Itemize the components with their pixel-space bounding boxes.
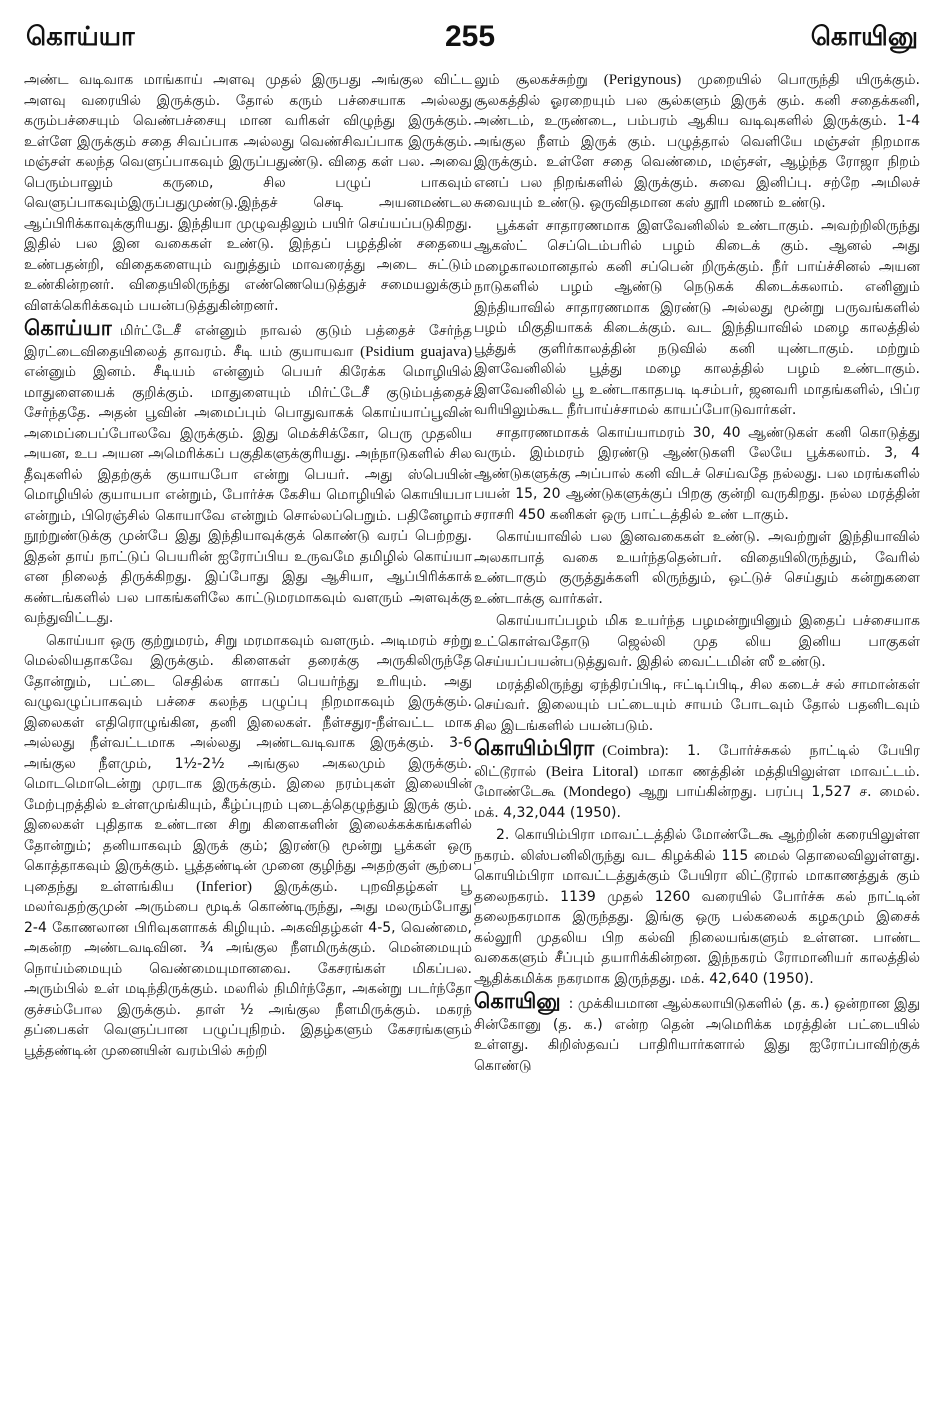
left-column [24,70,472,1420]
paragraph-text: இருக்கும். புறவிதழ்கள் பூ மலர்வதற்குமுன் அரும்பை மூடிக் கொண்டிருந்து, அது மலரும்போது 2-4 கோணலான பிரிவுகளாகக் கிழியும். அகவிதழ்கள் 4-5, வெண்மை, அகன்ற அண்டவடிவின. ¾ அங்குல நீளமிருக்கும். மென்மையும் நொய்ம்மையும் வெண்மையுமானவை. கேசரங்கள் மிகப்பல. அரும்பில் உள் மடிந்திருக்கும். மலரில் நிமிர்ந்தோ, அகன்று படர்ந்தோ குச்சம்போல இருக்கும். தாள் ½ அங்குல நீளமிருக்கும். மகரந் தப்பைகள் வெளுப்பான பழுப்புநிறம். இதழ்களும் கேசரங்களும் பூத்தண்டின் முனையின் வரம்பில் சுற்றி [24,878,472,1059]
paragraph: பூக்கள் சாதாரணமாக இளவேனிலில் உண்டாகும். அவற்றிலிருந்து ஆகஸ்ட் செப்டெம்பரில் பழம் கிடைக் கும். ஆனல் அது மழைகாலமானதால் கனி சப்பென் றிருக்கும். நீர் பாய்ச்சினல் அயன நாடுகளில் பழம் ஆண்டு நெடுகக் கிடைக்கலாம். எனினும் இந்தியாவில் சாதாரணமாக இரண்டு அல்லது மூன்று பருவங்களில் பழம் மிகுதியாகக் கிடைக்கும். வட இந்தியாவில் மழை காலத்தில் பூத்துக் குளிர்காலத்தின் நடுவில் கனி யுண்டாகும். மற்றும் இளவேனிலில் பூத்து மழை காலத்தில் பழம் உண்டாகும். இளவேனிலில் பூ உண்டாகாதபடி டிசம்பர், ஜனவரி மாதங்களில், பிப்ர வரியிலும்கூட நீர்பாய்ச்சாமல் காயப்போடுவார்கள். [474,217,920,418]
entry-coimbra [474,738,920,823]
latin-term: (Inferior) [196,878,252,895]
page-header [0,0,940,60]
paragraph: கொய்யாப்பழம் மிக உயர்ந்த பழமன்றுயினும் இதைப் பச்சையாக உட்கொள்வதோடு ஜெல்லி முத லிய இனிய பாகுகள் செய்யப்பயன்படுத்துவர். இதில் வைட்டமின் ஸீ உண்டு. [474,613,920,670]
paragraph-text: முறையில் பொருந்தி யிருக்கும். சூலகத்தில் ஓரறையும் பல சூல்களும் இருக் கும். கனி சதைக்கனி, அண்டம், உருண்டை, பம்பரம் ஆகிய வடிவுகளில் இருக்கும். 1-4 அங்குல நீளம் இருக் கும். பழுத்தால் வெளியே மஞ்சள் நிறமாக இருக்கும். உள்ளே சதை வெண்மை, மஞ்சள், ஆழ்ந்த ரோஜா நிறம் எனப் பல நிறங்களில் இருக்கும். சுவை இனிப்பு. சற்றே அமிலச் சுவையும் உண்டு. ஒருவிதமான கஸ் தூரி மணம் உண்டு. [474,72,920,211]
entry-text: : முக்கியமான ஆல்கலாயிடுகளில் (த. க.) ஒன்றான இது சின்கோனு (த. க.) என்ற தென் அமெரிக்க மரத்தின் பட்டையில் உள்ளது. கிறிஸ்தவப் பாதிரியார்களால் இது ஐரோப்பாவிற்குக் கொண்டு [474,996,920,1074]
latin-term: (Psidium guajava) [360,343,472,360]
paragraph-text: லும் சூலகச்சுற்று [474,72,588,88]
entry-koyinu [474,991,920,1076]
entry-text: ஆறு பாய்கின்றது. பரப்பு 1,527 ச. மைல். மக். 4,32,044 (1950). [474,784,920,821]
latin-term: (Perigynous) [603,72,682,88]
entry-text: மிர்ட்டேசீ என்னும் நாவல் குடும் பத்தைச் சேர்ந்த இரட்டைவிதையிலைத் தாவரம். சீடி யம் குயாயவா [24,323,472,360]
running-head-left: கொய்யா [26,22,135,52]
paragraph: கொய்யாவில் பல இனவகைகள் உண்டு. அவற்றுள் இந்தியாவில் அலகாபாத் வகை உயர்ந்ததென்பர். விதையிலிருந்தும், வேரில் உண்டாகும் குருத்துக்களி லிருந்தும், ஒட்டுச் செய்தும் கன்றுகளை உண்டாக்கு வார்கள். [474,529,920,607]
paragraph [24,631,472,1062]
paragraph: சாதாரணமாகக் கொய்யாமரம் 30, 40 ஆண்டுகள் கனி கொடுத்து வரும். இம்மரம் இரண்டு ஆண்டுகளி லேயே பூக்கலாம். 3, 4 ஆண்டுகளுக்கு அப்பால் கனி விடச் செய்வதே நல்லது. பல மரங்களில் பயன் 15, 20 ஆண்டுகளுக்குப் பிறகு குன்றி வருகிறது. நல்ல மரத்தின் சராசரி 450 கனிகள் ஒரு பாட்டத்தில் உண் டாகும். [474,424,920,523]
running-head-right: கொயினு [810,22,918,52]
entry-text: மாகா ணத்தின் மத்தியிலுள்ள மாவட்டம். மோண்டேகூ [474,763,920,800]
entry-headword: கொயினு [474,989,561,1013]
page-number: 255 [444,20,496,53]
latin-term: (Mondego) [563,784,631,800]
entry-headword: கொயிம்பிரா [474,736,595,760]
latin-term: (Beira Litoral) [545,763,639,780]
latin-term: (Coimbra): [602,743,669,759]
entry-headword: கொய்யா [24,316,112,340]
paragraph-text: கொய்யா ஒரு குற்றுமரம், சிறு மரமாகவும் வளரும். அடிமரம் சற்று மெல்லியதாகவே இருக்கும். கிளைகள் தரைக்கு அருகிலிருந்தே தோன்றும், பட்டை செதில்க ளாகப் பெயர்ந்து உரியும். அது வழுவழுப்பாகவும் பச்சை கலந்த பழுப்பு நிறமாகவும் இருக்கும். இலைகள் எதிரொழுங்கின, தனி இலைகள். நீள்சதுர-நீள்வட்ட மாக அல்லது நீள்வட்டமாக அல்லது அண்டவடிவாக இருக்கும். 3-6 அங்குல நீளமும், 1½-2½ அங்குல அகலமும் இருக்கும். மொடமொடென்று முரடாக இருக்கும். இலை நரம்புகள் இலையின் மேற்புறத்தில் உள்ளமுங்கியும், கீழ்ப்புறம் புடைத்தெழுந்தும் இருக் கும். இலைகள் புதிதாக உண்டான சிறு கிளைகளின் இலைக்கக்கங்களில் தோன்றும்; தனியாகவும் இருக் கும்; இரண்டு மூன்று பூக்கள் ஒரு கொத்தாகவும் இருக்கும். பூத்தண்டின் முனை குழிந்து அதற்குள் சூற்பை புதைந்து உள்ளங்கிய [24,632,472,895]
paragraph: மரத்திலிருந்து ஏந்திரப்பிடி, ஈட்டிப்பிடி, சில கடைச் சல் சாமான்கள் செய்வர். இலையும் பட்டையும் சாயம் போடவும் தோல் பதனிடவும் சில இடங்களில் பயன்படும். [474,676,920,734]
entry-koyya [24,318,472,629]
right-column [474,70,920,1420]
paragraph: அண்ட வடிவாக மாங்காய் அளவு முதல் இருபது அங்குல விட்ட அளவு வரையில் இருக்கும். தோல் கரும் பச்சையாக அல்லது கரும்பச்சையும் வெண்பச்சையு மான வரிகள் விழுந்து இருக்கும். உள்ளே இருக்கும் சதை சிவப்பாக அல்லது வெண்சிவப்பாக இருக்கும். மஞ்சள் கலந்த வெளுப்பாகவும் இருப்பதுண்டு. விதை கள் பல. அவை பெரும்பாலும் கருமை, சில பழுப் பாகவும் வெளுப்பாகவும்இருப்பதுமுண்டு.இந்தச் செடி அயனமண்டல ஆப்பிரிக்காவுக்குரியது. இந்தியா முழுவதிலும் பயிர் செய்யப்படுகிறது. இதில் பல இன வகைகள் உண்டு. இந்தப் பழத்தின் சதையை உண்பதன்றி, விதைகளையும் வறுத்தும் மாவரைத்து அடை சுட்டும் உண்கின்றனர். விதையிலிருந்து எண்ணெயெடுத்துச் சமையலுக்கும் விளக்கெரிக்கவும் பயன்படுத்துகின்றனர். [24,72,472,314]
entry-text: 1. போர்ச்சுகல் நாட்டில் பேயிர லிட்டூரால் [474,743,920,780]
entry-text: என்னும் இனம். சீடியம் என்னும் பெயர் கிரேக்க மொழியில் மாதுளையைக் குறிக்கும். மாதுளையும் மிர்ட்டேசீ குடும்பத்தைச் சேர்ந்ததே. அதன் பூவின் அமைப்பும் பொதுவாகக் கொய்யாப்பூவின் அமைப்பைப்போலவே இருக்கும். இது மெக்சிக்கோ, பெரு முதலிய அயன, உப அயன அமெரிக்கப் பகுதிகளுக்குரியது. அந்நாடுகளில் சில தீவுகளில் இதற்குக் குயாயபோ என்று பெயர். அது ஸ்பெயின் மொழியில் குயாயபா என்றும், போர்ச்சு கேசிய மொழியில் கொயியபா என்றும், பிரெஞ்சில் கொயாவே என்றும் சொல்லப்பெறும். பதினேழாம் நூற்றுண்டுக்கு முன்பே இது இந்தியாவுக்குக் கொண்டு வரப் பெற்றது. இதன் தாய் நாட்டுப் பெயரின் ஐரோப்பிய உருவமே தமிழில் கொய்யா என நிலைத் திருக்கிறது. இப்போது இது ஆசியா, ஆப்பிரிக்காக் கண்டங்களில் பல பாகங்களிலே காட்டுமரமாகவும் வளரும் அளவுக்கு வந்துவிட்டது. [24,364,472,626]
paragraph [474,70,920,214]
paragraph: 2. கொயிம்பிரா மாவட்டத்தில் மோண்டேகூ ஆற்றின் கரையிலுள்ள நகரம். லிஸ்பனிலிருந்து வட கிழக்கில் 115 மைல் தொலைவிலுள்ளது. கொயிம்பிரா மாவட்டத்துக்கும் பேயிரா லிட்டூரால் மாகாணத்துக் கும் தலைநகரம். 1139 முதல் 1260 வரையில் போர்ச்சு கல் நாட்டின் தலைநகரமாக இருந்தது. இங்கு ஒரு பல்கலைக் கழகமும் இசைக் கல்லூரி முதலிய பிற கல்வி நிலையங்களும் உள்ளன. பாண்ட வகைகளும் சீப்பும் தயாரிக்கின்றன. இந்நகரம் ரோமானியர் காலத்தில் ஆதிக்கமிக்க நகரமாக இருந்தது. மக். 42,640 (1950). [474,827,920,987]
